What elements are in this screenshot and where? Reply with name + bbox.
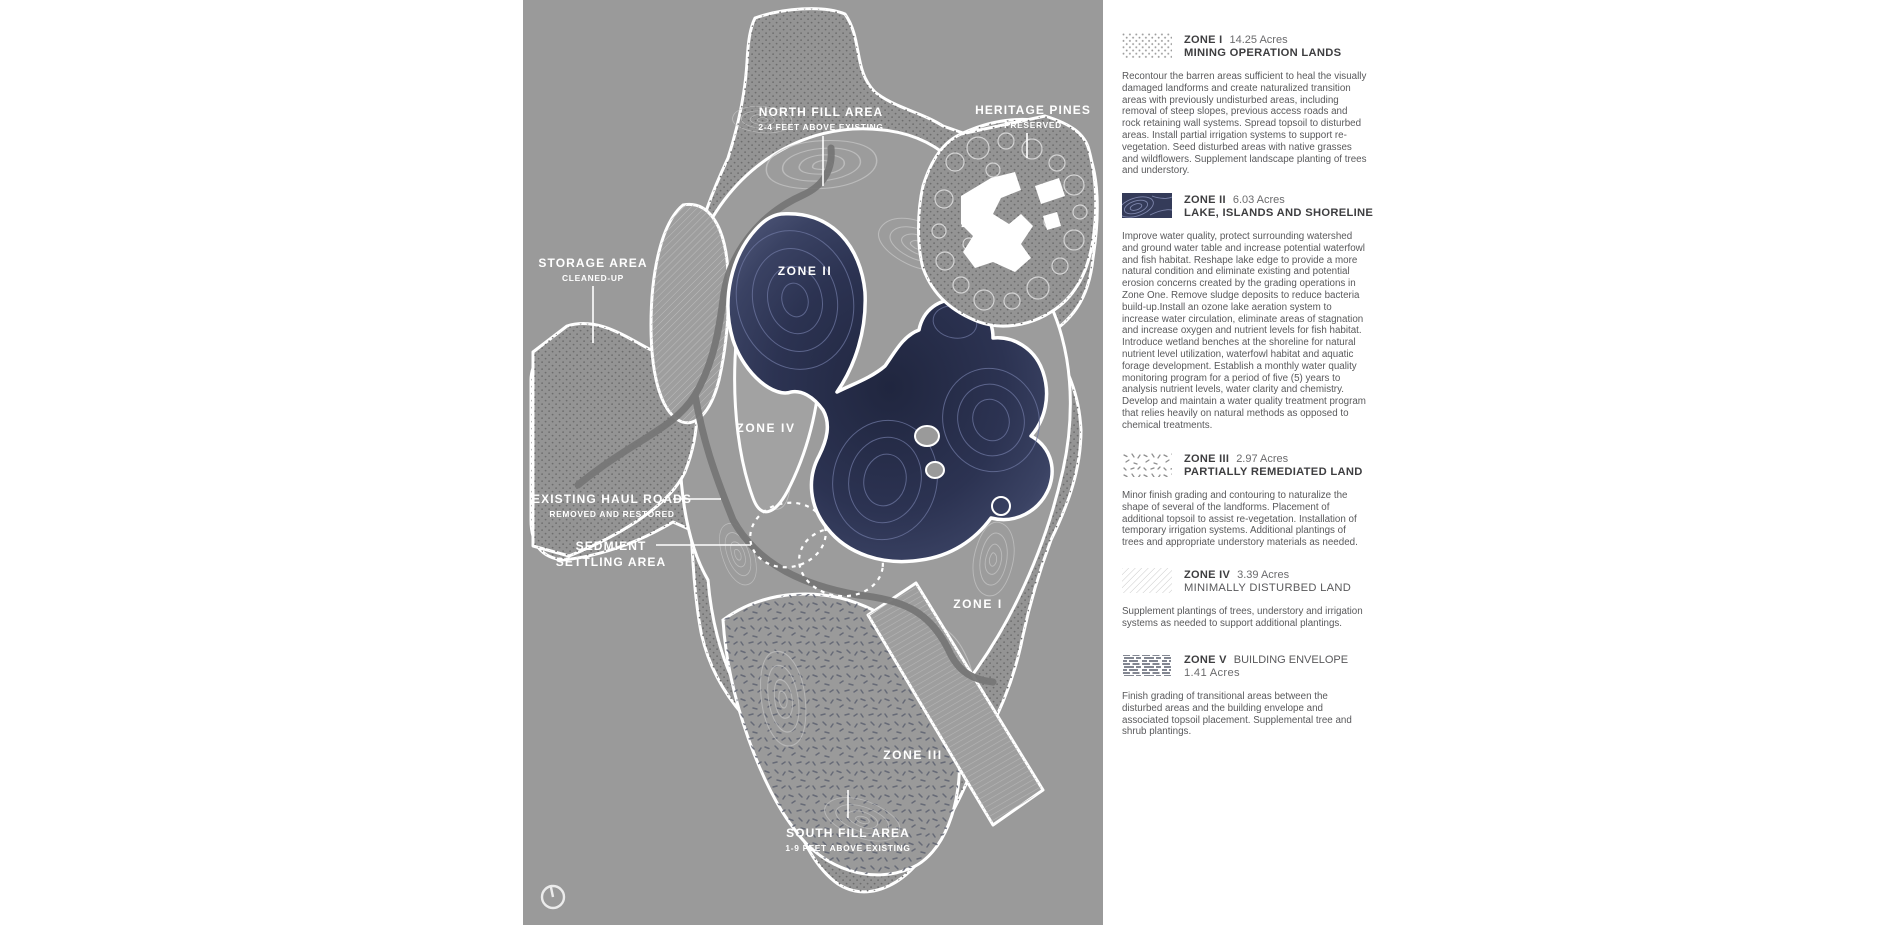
zone-iii-acres: 2.97 Acres — [1236, 453, 1289, 465]
sediment-label-line1: SEDMIENT — [575, 539, 647, 553]
zone-iv-name: MINIMALLY DISTURBED LAND — [1184, 582, 1352, 594]
zone-v-label-line2: V — [974, 231, 984, 243]
zone-iv-title: ZONE IV — [1184, 569, 1231, 581]
zone-i-acres: 14.25 Acres — [1229, 34, 1288, 46]
zone-v-acres: 1.41 Acres — [1184, 667, 1240, 679]
haul-roads-label: EXISTING HAUL ROADS — [531, 492, 693, 506]
legend-section-zone-i — [1122, 33, 1374, 177]
zone-v-label-line1: ZONE — [961, 218, 997, 230]
sediment-label-line2: SETTLING AREA — [555, 555, 667, 569]
legend-section-zone-ii — [1122, 193, 1374, 432]
zone-iv-acres: 3.39 Acres — [1237, 569, 1290, 581]
zone-ii-title: ZONE II — [1184, 194, 1226, 206]
north-fill-label: NORTH FILL AREA — [758, 105, 884, 119]
legend-section-zone-iv — [1122, 568, 1374, 630]
zone-iv-description: Supplement plantings of trees, understory and irrigation systems as needed to support additional plantings. — [1122, 606, 1363, 629]
south-fill-sublabel: 1-9 FEET ABOVE EXISTING — [785, 843, 911, 853]
north-fill-sublabel: 2-4 FEET ABOVE EXISTING — [758, 122, 884, 132]
zone-iii-description: Minor finish grading and contouring to naturalize the shape of several of the landforms. Placement of additional topsoil to assist re-vegetation. Installation of temporary irrigation systems. Additional plantings of trees and appropriate understory materials as needed. — [1122, 490, 1358, 549]
zone-iii-label: ZONE III — [883, 748, 943, 762]
legend-panel — [1122, 0, 1374, 927]
zone-ii-label: ZONE II — [777, 264, 833, 278]
zone-v-description: Finish grading of transitional areas between the disturbed areas and the building envelope and associated topsoil placement. Supplemental tree and shrub plantings. — [1122, 691, 1352, 738]
zone-iii-title: ZONE III — [1184, 453, 1230, 465]
zone-v-title: ZONE V — [1184, 654, 1227, 666]
zone-iii-name: PARTIALLY REMEDIATED LAND — [1184, 466, 1363, 478]
zone-i-description: Recontour the barren areas sufficient to heal the visually damaged landforms and create naturalized transition areas with previously undisturbed areas, including removal of steep slopes, previous access roads and rock retaining wall systems. Spread topsoil to disturbed areas. Install partial irrigation systems to support re-vegetation. Seed disturbed areas with native grasses and wildflowers. Supplement landscape planting of trees and understory. — [1122, 71, 1367, 177]
zone-v-name: BUILDING ENVELOPE — [1233, 654, 1349, 666]
zone-v-header — [1122, 653, 1374, 680]
zone-i-label: ZONE I — [953, 597, 1003, 611]
zone-i-header — [1122, 33, 1374, 60]
storage-area-sublabel: CLEANED-UP — [562, 273, 624, 283]
zone-ii-header — [1122, 193, 1374, 220]
zone-ii-name: LAKE, ISLANDS AND SHORELINE — [1184, 207, 1374, 219]
zone-iv-swatch — [1122, 568, 1172, 593]
zone-i-title: ZONE I — [1184, 34, 1223, 46]
legend-section-zone-v — [1122, 653, 1374, 738]
zone-v-swatch — [1122, 653, 1172, 678]
site-plan-map — [523, 0, 1103, 925]
zone-iii-header — [1122, 452, 1374, 479]
legend-section-zone-iii — [1122, 452, 1374, 549]
storage-area-label: STORAGE AREA — [538, 256, 648, 270]
zone-ii-acres: 6.03 Acres — [1232, 194, 1285, 206]
zone-iv-header — [1122, 568, 1374, 595]
heritage-pines-sublabel: PRESERVED — [1004, 120, 1062, 130]
zone-i-swatch — [1122, 33, 1172, 58]
zone-i-name: MINING OPERATION LANDS — [1184, 47, 1342, 59]
heritage-pines-label: HERITAGE PINES — [975, 103, 1091, 117]
zone-ii-swatch — [1122, 193, 1172, 218]
zone-iii-swatch — [1122, 452, 1172, 477]
haul-roads-sublabel: REMOVED AND RESTORED — [549, 509, 675, 519]
zone-ii-description: Improve water quality, protect surrounding watershed and ground water table and increase potential waterfowl and fish habitat. Reshape lake edge to provide a more natural condition and eliminate existing and potential erosion concerns created by the grading operations in Zone One. Remove sludge deposits to reduce bacteria build-up.Install an ozone lake aeration system to increase water circulation, eliminate areas of stagnation and increase oxygen and nutrient levels for fish habitat. Introduce wetland benches at the shoreline for natural nutrient level utilization, waterfowl habitat and aquatic forage development. Establish a monthly water quality monitoring program for a period of five (5) years to analysis nutrient levels, water clarity and chemistry. Develop and maintain a water quality treatment program that relies heavily on natural methods as opposed to chemical treatments. — [1122, 231, 1366, 431]
south-fill-label: SOUTH FILL AREA — [786, 826, 910, 840]
zone-iv-label: ZONE IV — [736, 421, 796, 435]
site-plan-drawing — [523, 0, 1103, 925]
heritage-pines-area — [919, 116, 1096, 326]
